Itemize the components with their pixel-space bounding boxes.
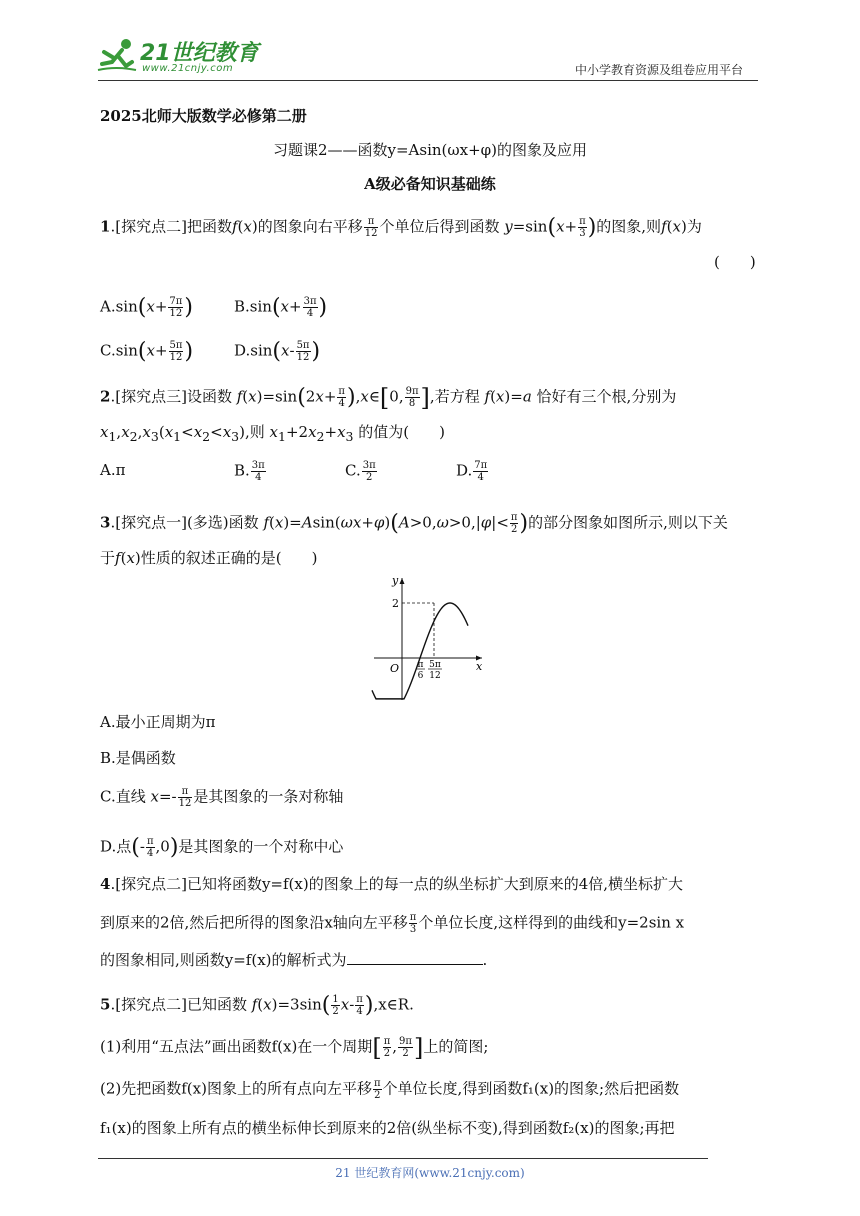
q5-part3: f₁(x)的图象上所有点的横坐标伸长到原来的2倍(纵坐标不变),得到函数f₂(x)的图象;再把 [100, 1119, 675, 1137]
q2-text-d: 则 [249, 423, 265, 441]
q4-line2a: 到原来的2倍,然后把所得的图象沿x轴向左平移 [100, 913, 408, 932]
q5-p2b: 个单位长度,得到函数f₁(x)的图象;然后把函数 [382, 1079, 680, 1098]
q3-option-b[interactable]: B.是偶函数 [100, 749, 176, 767]
q5-p1a: (1)利用“五点法”画出函数f(x)在一个周期 [100, 1037, 373, 1056]
q4-stem-line3 [100, 950, 487, 970]
graph-y-label: y [392, 574, 399, 587]
q1-text-c: 个单位后得到函数 [379, 217, 500, 236]
q2-option-c[interactable]: C. $\frac{3\pi}{2}$ [345, 460, 376, 483]
svg-text:π: π [417, 660, 424, 670]
q4-line3: 的图象相同,则函数y=f(x)的解析式为 [100, 951, 347, 969]
q2-number: 2 [100, 387, 111, 406]
q5-part1: (1)利用“五点法”画出函数f(x)在一个周期[ $\frac{\pi}{2}$ , $\frac{9\pi}{2}$ ]上的简图; [100, 1033, 489, 1062]
q1-option-a[interactable]: A.sin(x+ $\frac{7\pi}{12}$ ) [100, 294, 193, 320]
logo-url: www.21cnjy.com [142, 63, 234, 74]
q4-answer-blank[interactable] [347, 950, 483, 965]
q2-text-a: 设函数 [186, 387, 232, 406]
q5-tag: [探究点二] [115, 995, 187, 1014]
graph-sine-curve [372, 603, 468, 699]
q3-stem-line2: 于f(x)性质的叙述正确的是( ) [100, 549, 318, 567]
header-right-text: 中小学教育资源及组卷应用平台 [575, 63, 744, 77]
q1-number: 1 [100, 217, 111, 236]
runner-logo-icon [96, 36, 140, 76]
q3-tag: [探究点一] [115, 513, 187, 532]
doc-subtitle [0, 140, 860, 160]
q5-number: 5 [100, 995, 111, 1014]
graph-x-tick-5pi12 [428, 660, 442, 681]
section-title: A级必备知识基础练 [364, 175, 496, 193]
q3-number: 3 [100, 513, 111, 532]
q3-option-d[interactable]: D.点(- $\frac{\pi}{4}$ ,0)是其图象的一个对称中心 [100, 834, 344, 860]
q3-text-a: (多选)函数 [186, 513, 259, 532]
graph-origin-label: O [390, 662, 400, 675]
q2-text-c: 恰好有三个根,分别为 [536, 387, 677, 406]
q1-option-c[interactable]: C.sin(x+ $\frac{5\pi}{12}$ ) [100, 338, 194, 364]
header-divider [98, 80, 758, 81]
subtitle-text: 习题课2——函数y=Asin(ωx+φ)的图象及应用 [272, 141, 588, 159]
q4-number: 4 [100, 875, 111, 893]
q1-frac-shift: $\frac{\pi}{12}$ [364, 216, 378, 239]
q3-text-b: 的部分图象如图所示,则以下关 [528, 513, 728, 532]
footer-text[interactable]: 21 世纪教育网(www.21cnjy.com) [335, 1166, 525, 1180]
q1-text-d: 的图象,则 [596, 217, 662, 236]
q1-frac-pi3: $\frac{\pi}{3}$ [579, 216, 586, 239]
q1-text-b: 的图象向右平移 [257, 217, 363, 236]
q3-text-c: 于 [100, 549, 116, 567]
footer-divider [98, 1158, 708, 1159]
graph-x-tick-pi6 [416, 660, 425, 681]
q5-p1b: 上的简图; [423, 1037, 489, 1056]
q2-option-a[interactable]: A.π [100, 461, 126, 479]
q3-stem-line1: 3.[探究点一](多选)函数 f(x)=Asin(ωx+φ)(A>0,ω>0,|φ|< $\frac{\pi}{2}$ )的部分图象如图所示,则以下关 [100, 510, 728, 536]
q5-part2: (2)先把函数f(x)图象上的所有点向左平移 $\frac{\pi}{2}$ 个单位长度,得到函数f₁(x)的图象;然后把函数 [100, 1078, 680, 1101]
q3-option-a[interactable]: A.最小正周期为π [100, 713, 216, 731]
q5-stem: 5.[探究点二]已知函数 f(x)=3sin( $\frac{1}{2}$ x- $\frac{\pi}{4}$ ),x∈R. [100, 992, 414, 1018]
graph-x-label: x [476, 660, 483, 673]
q4-line1: 已知将函数y=f(x)的图象上的每一点的纵坐标扩大到原来的4倍,横坐标扩大 [186, 875, 684, 893]
svg-text:12: 12 [429, 671, 441, 681]
graph-y-arrow [400, 578, 405, 584]
q2-stem-line2: $x_1,x_2,x_3(x_1<x_2<x_3)$,则 $x_1+2x_2+x_3$ 的值为( ) [100, 423, 445, 444]
doc-title: 2025北师大版数学必修第二册 [100, 107, 307, 125]
q4-stem-line2: 到原来的2倍,然后把所得的图象沿x轴向左平移 $\frac{\pi}{3}$ 个单位长度,这样得到的曲线和y=2sin x [100, 912, 685, 935]
q1-tag: [探究点二] [115, 217, 187, 236]
q2-option-b[interactable]: B. $\frac{3\pi}{4}$ [234, 460, 265, 483]
q1-text-e: 为 [686, 217, 702, 236]
svg-text:5π: 5π [429, 660, 441, 670]
q1-text-a: 把函数 [186, 217, 232, 236]
q2-option-d[interactable]: D. $\frac{7\pi}{4}$ [456, 460, 488, 483]
q1-answer-blank: ( ) [714, 253, 756, 271]
q4-stem-line1: 4.[探究点二]已知将函数y=f(x)的图象上的每一点的纵坐标扩大到原来的4倍,横坐标扩大 [100, 875, 684, 893]
q1-option-d[interactable]: D.sin(x- $\frac{5\pi}{12}$ ) [234, 338, 321, 364]
q4-line2b: 个单位长度,这样得到的曲线和y=2sin x [418, 913, 685, 932]
q3-function-graph [370, 572, 490, 704]
q2-text-e: 的值为( ) [358, 423, 445, 441]
q5-p2a: (2)先把函数f(x)图象上的所有点向左平移 [100, 1079, 372, 1098]
graph-y-tick-2: 2 [392, 597, 399, 610]
q1-option-b[interactable]: B.sin(x+ $\frac{3\pi}{4}$ ) [234, 294, 328, 320]
svg-text:6: 6 [417, 671, 424, 681]
q5-text-b: ,x∈R. [373, 995, 414, 1014]
q3-option-c[interactable]: C.直线 x=- $\frac{\pi}{12}$ 是其图象的一条对称轴 [100, 786, 344, 809]
q3-text-d: 性质的叙述正确的是( ) [140, 549, 318, 567]
q1-stem: 1.[探究点二]把函数f(x)的图象向右平移 $\frac{\pi}{12}$ 个单位后得到函数 y=sin(x+ $\frac{\pi}{3}$ )的图象,则f(x)为 [100, 214, 702, 240]
q2-stem-line1: 2.[探究点三]设函数 f(x)=sin(2x+ $\frac{\pi}{4}$ ),x∈[0, $\frac{9\pi}{8}$ ],若方程 f(x)=a 恰好有三个根,分别为 [100, 383, 677, 412]
q4-tag: [探究点二] [115, 875, 187, 893]
logo-text: 21世纪教育 [140, 41, 259, 66]
q2-text-b: 若方程 [434, 387, 480, 406]
q2-tag: [探究点三] [115, 387, 187, 406]
q4-line3-end: . [482, 951, 488, 969]
q5-text-a: 已知函数 [186, 995, 247, 1014]
